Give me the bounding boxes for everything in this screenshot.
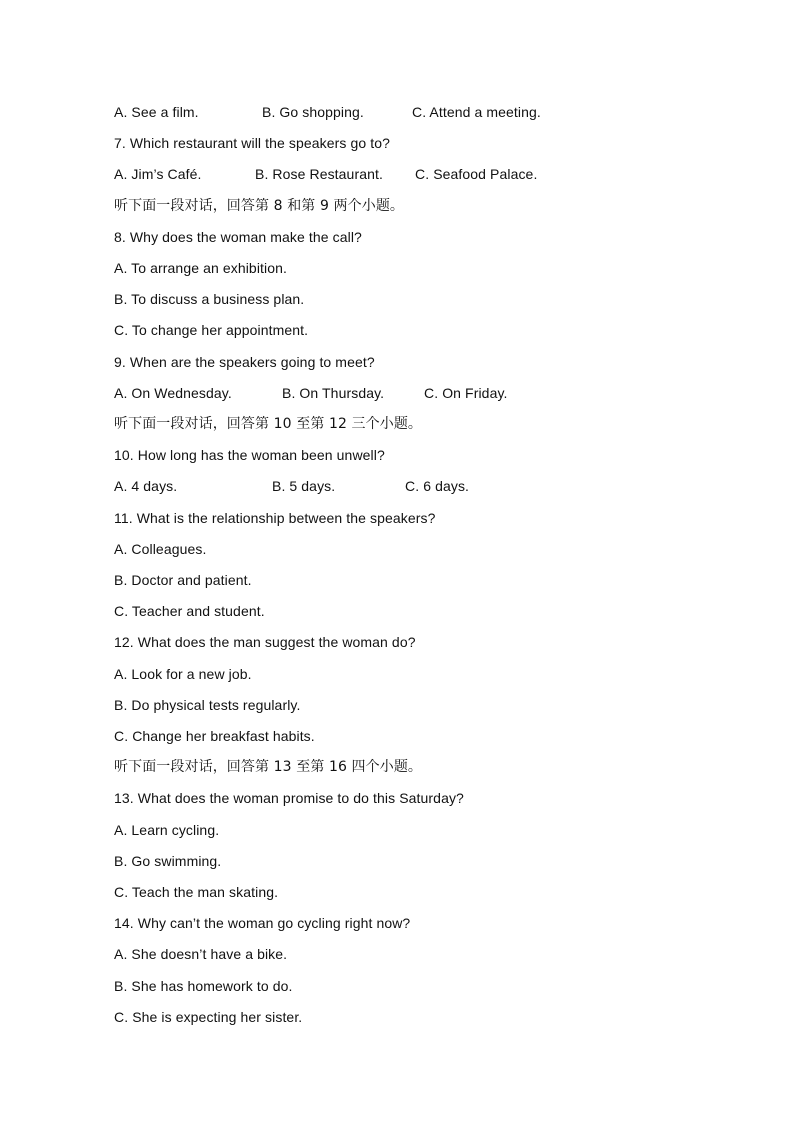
exam-page	[114, 0, 754, 1123]
q13-option-b: B. Go swimming.	[114, 853, 222, 869]
q12-option-c: C. Change her breakfast habits.	[114, 728, 315, 744]
q11-question: 11. What is the relationship between the speakers?	[114, 510, 436, 526]
q8-question: 8. Why does the woman make the call?	[114, 229, 362, 245]
q8-option-c: C. To change her appointment.	[114, 322, 309, 338]
q11-option-c: C. Teacher and student.	[114, 603, 265, 619]
q8-option-b: B. To discuss a business plan.	[114, 291, 305, 307]
q11-option-a: A. Colleagues.	[114, 541, 207, 557]
instruction-13-16: 听下面一段对话，回答第 13 至第 16 四个小题。	[114, 759, 423, 775]
q14-question: 14. Why can’t the woman go cycling right now?	[114, 915, 411, 931]
q13-option-a: A. Learn cycling.	[114, 822, 220, 838]
q9-option-a: A. On Wednesday.	[114, 385, 232, 401]
q11-option-b: B. Doctor and patient.	[114, 572, 252, 588]
q6-option-a: A. See a film.	[114, 104, 199, 120]
q9-option-b: B. On Thursday.	[282, 385, 385, 401]
q7-option-c: C. Seafood Palace.	[415, 166, 538, 182]
q13-question: 13. What does the woman promise to do this Saturday?	[114, 790, 464, 806]
q6-option-b: B. Go shopping.	[262, 104, 364, 120]
q14-option-c: C. She is expecting her sister.	[114, 1009, 303, 1025]
q14-option-a: A. She doesn’t have a bike.	[114, 946, 288, 962]
q8-option-a: A. To arrange an exhibition.	[114, 260, 287, 276]
q10-option-a: A. 4 days.	[114, 478, 178, 494]
q9-question: 9. When are the speakers going to meet?	[114, 354, 375, 370]
instruction-8-9: 听下面一段对话，回答第 8 和第 9 两个小题。	[114, 198, 405, 214]
q12-question: 12. What does the man suggest the woman do?	[114, 634, 416, 650]
q10-option-c: C. 6 days.	[405, 478, 470, 494]
q14-option-b: B. She has homework to do.	[114, 978, 293, 994]
q6-option-c: C. Attend a meeting.	[412, 104, 541, 120]
q10-option-b: B. 5 days.	[272, 478, 336, 494]
q9-option-c: C. On Friday.	[424, 385, 508, 401]
q7-option-b: B. Rose Restaurant.	[255, 166, 383, 182]
q12-option-b: B. Do physical tests regularly.	[114, 697, 301, 713]
q13-option-c: C. Teach the man skating.	[114, 884, 279, 900]
instruction-10-12: 听下面一段对话，回答第 10 至第 12 三个小题。	[114, 416, 423, 432]
q7-question: 7. Which restaurant will the speakers go to?	[114, 135, 390, 151]
q7-option-a: A. Jim’s Café.	[114, 166, 202, 182]
q10-question: 10. How long has the woman been unwell?	[114, 447, 385, 463]
q12-option-a: A. Look for a new job.	[114, 666, 252, 682]
